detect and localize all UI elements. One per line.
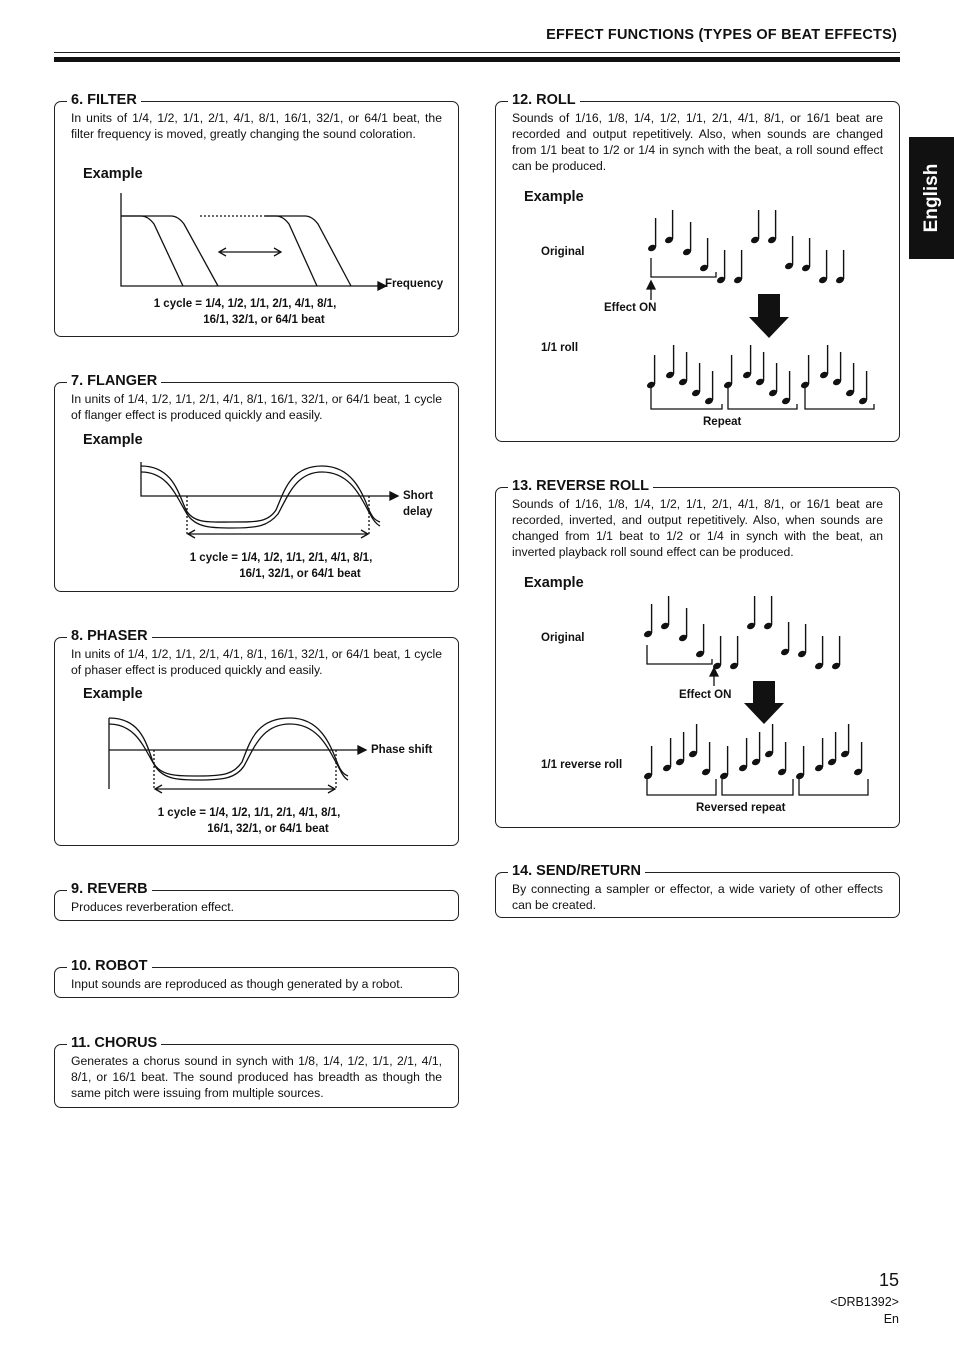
flanger-title: 7. FLANGER bbox=[67, 372, 161, 391]
filter-title: 6. FILTER bbox=[67, 91, 141, 110]
roll-example-label: Example bbox=[524, 189, 584, 205]
flanger-example-label: Example bbox=[83, 432, 143, 448]
phaser-axis-label: Phase shift bbox=[371, 744, 433, 756]
filter-cycle-line2: 16/1, 32/1, or 64/1 beat bbox=[203, 314, 325, 326]
robot-title: 10. ROBOT bbox=[67, 957, 152, 976]
reverse-roll-description: Sounds of 1/16, 1/8, 1/4, 1/2, 1/1, 2/1, 4/1, 8/1, or 16/1 beat are recorded, inverted, and output repetitively. Also, when sounds are changed from 1/1 beat to 1/2 or 1/4 in synch with the beat, an inverted playback roll sound effect can be produced. bbox=[512, 497, 883, 559]
reverse-roll-example-label: Example bbox=[524, 575, 584, 591]
filter-axis-label: Frequency bbox=[385, 278, 444, 290]
flanger-description: In units of 1/4, 1/2, 1/1, 2/1, 4/1, 8/1, 16/1, 32/1, or 64/1 beat, 1 cycle of flanger effect is produced quickly and easily. bbox=[71, 392, 442, 422]
roll-repeat-label: Repeat bbox=[703, 416, 742, 428]
phaser-example-label: Example bbox=[83, 686, 143, 702]
reverse-roll-effect-on-label: Effect ON bbox=[679, 689, 732, 701]
doc-code bbox=[830, 1294, 899, 1328]
reverse-roll-original-label: Original bbox=[541, 632, 585, 644]
reverb-title: 9. REVERB bbox=[67, 880, 152, 899]
phaser-cycle-line1: 1 cycle = 1/4, 1/2, 1/1, 2/1, 4/1, 8/1, bbox=[157, 807, 341, 819]
reverse-roll-title: 13. REVERSE ROLL bbox=[508, 477, 653, 496]
reverb-description: Produces reverberation effect. bbox=[71, 900, 235, 914]
roll-result-label: 1/1 roll bbox=[541, 342, 579, 354]
reverse-roll-down-arrow bbox=[744, 681, 784, 724]
doc-code-language: En bbox=[883, 1312, 899, 1326]
roll-title: 12. ROLL bbox=[508, 91, 580, 110]
page-number: 15 bbox=[878, 1270, 899, 1290]
flanger-cycle-line2: 16/1, 32/1, or 64/1 beat bbox=[239, 568, 361, 580]
filter-cycle-line1: 1 cycle = 1/4, 1/2, 1/1, 2/1, 4/1, 8/1, bbox=[153, 298, 337, 310]
filter-example-label: Example bbox=[83, 166, 143, 182]
phaser-cycle-line2: 16/1, 32/1, or 64/1 beat bbox=[207, 823, 329, 835]
send-return-section bbox=[495, 863, 900, 918]
flanger-axis-label-line1: Short bbox=[403, 490, 434, 502]
roll-original-label: Original bbox=[541, 246, 585, 258]
chorus-title: 11. CHORUS bbox=[67, 1034, 161, 1053]
flanger-cycle-line1: 1 cycle = 1/4, 1/2, 1/1, 2/1, 4/1, 8/1, bbox=[189, 552, 373, 564]
reverse-roll-result-label: 1/1 reverse roll bbox=[541, 759, 623, 771]
roll-description: Sounds of 1/16, 1/8, 1/4, 1/2, 1/1, 2/1, 4/1, 8/1, or 16/1 beat are recorded and output repetitively. Also, when sounds are changed from 1/1 beat to 1/2 or 1/4 in synch with the beat, a roll sound effect can be produced. bbox=[512, 111, 883, 173]
flanger-axis-label-line2: delay bbox=[403, 506, 433, 518]
language-tab-label: English bbox=[920, 163, 942, 233]
phaser-title: 8. PHASER bbox=[67, 627, 152, 646]
doc-code-number: <DRB1392> bbox=[830, 1295, 899, 1309]
phaser-description: In units of 1/4, 1/2, 1/1, 2/1, 4/1, 8/1, 16/1, 32/1, or 64/1 beat, 1 cycle of phaser effect is produced quickly and easily. bbox=[71, 647, 442, 677]
send-return-description: By connecting a sampler or effector, a wide variety of other effects can be created. bbox=[512, 882, 883, 912]
reverse-roll-repeat-label: Reversed repeat bbox=[696, 802, 786, 814]
reverse-roll-original-notes bbox=[643, 596, 841, 670]
reverse-roll-result-notes bbox=[643, 724, 863, 780]
roll-effect-on-label: Effect ON bbox=[604, 302, 657, 314]
chorus-description: Generates a chorus sound in synch with 1/8, 1/4, 1/2, 1/1, 2/1, 4/1, 8/1, or 16/1 beat. The sound produced has breadth as though the same pitch were issuing from multiple sources. bbox=[71, 1054, 442, 1100]
robot-description: Input sounds are reproduced as though generated by a robot. bbox=[71, 977, 404, 991]
page-header-title: EFFECT FUNCTIONS (TYPES OF BEAT EFFECTS) bbox=[546, 27, 897, 43]
filter-description: In units of 1/4, 1/2, 1/1, 2/1, 4/1, 8/1, 16/1, 32/1, or 64/1 beat, the filter frequency is moved, greatly changing the sound coloration. bbox=[71, 111, 442, 141]
send-return-title: 14. SEND/RETURN bbox=[508, 862, 645, 881]
